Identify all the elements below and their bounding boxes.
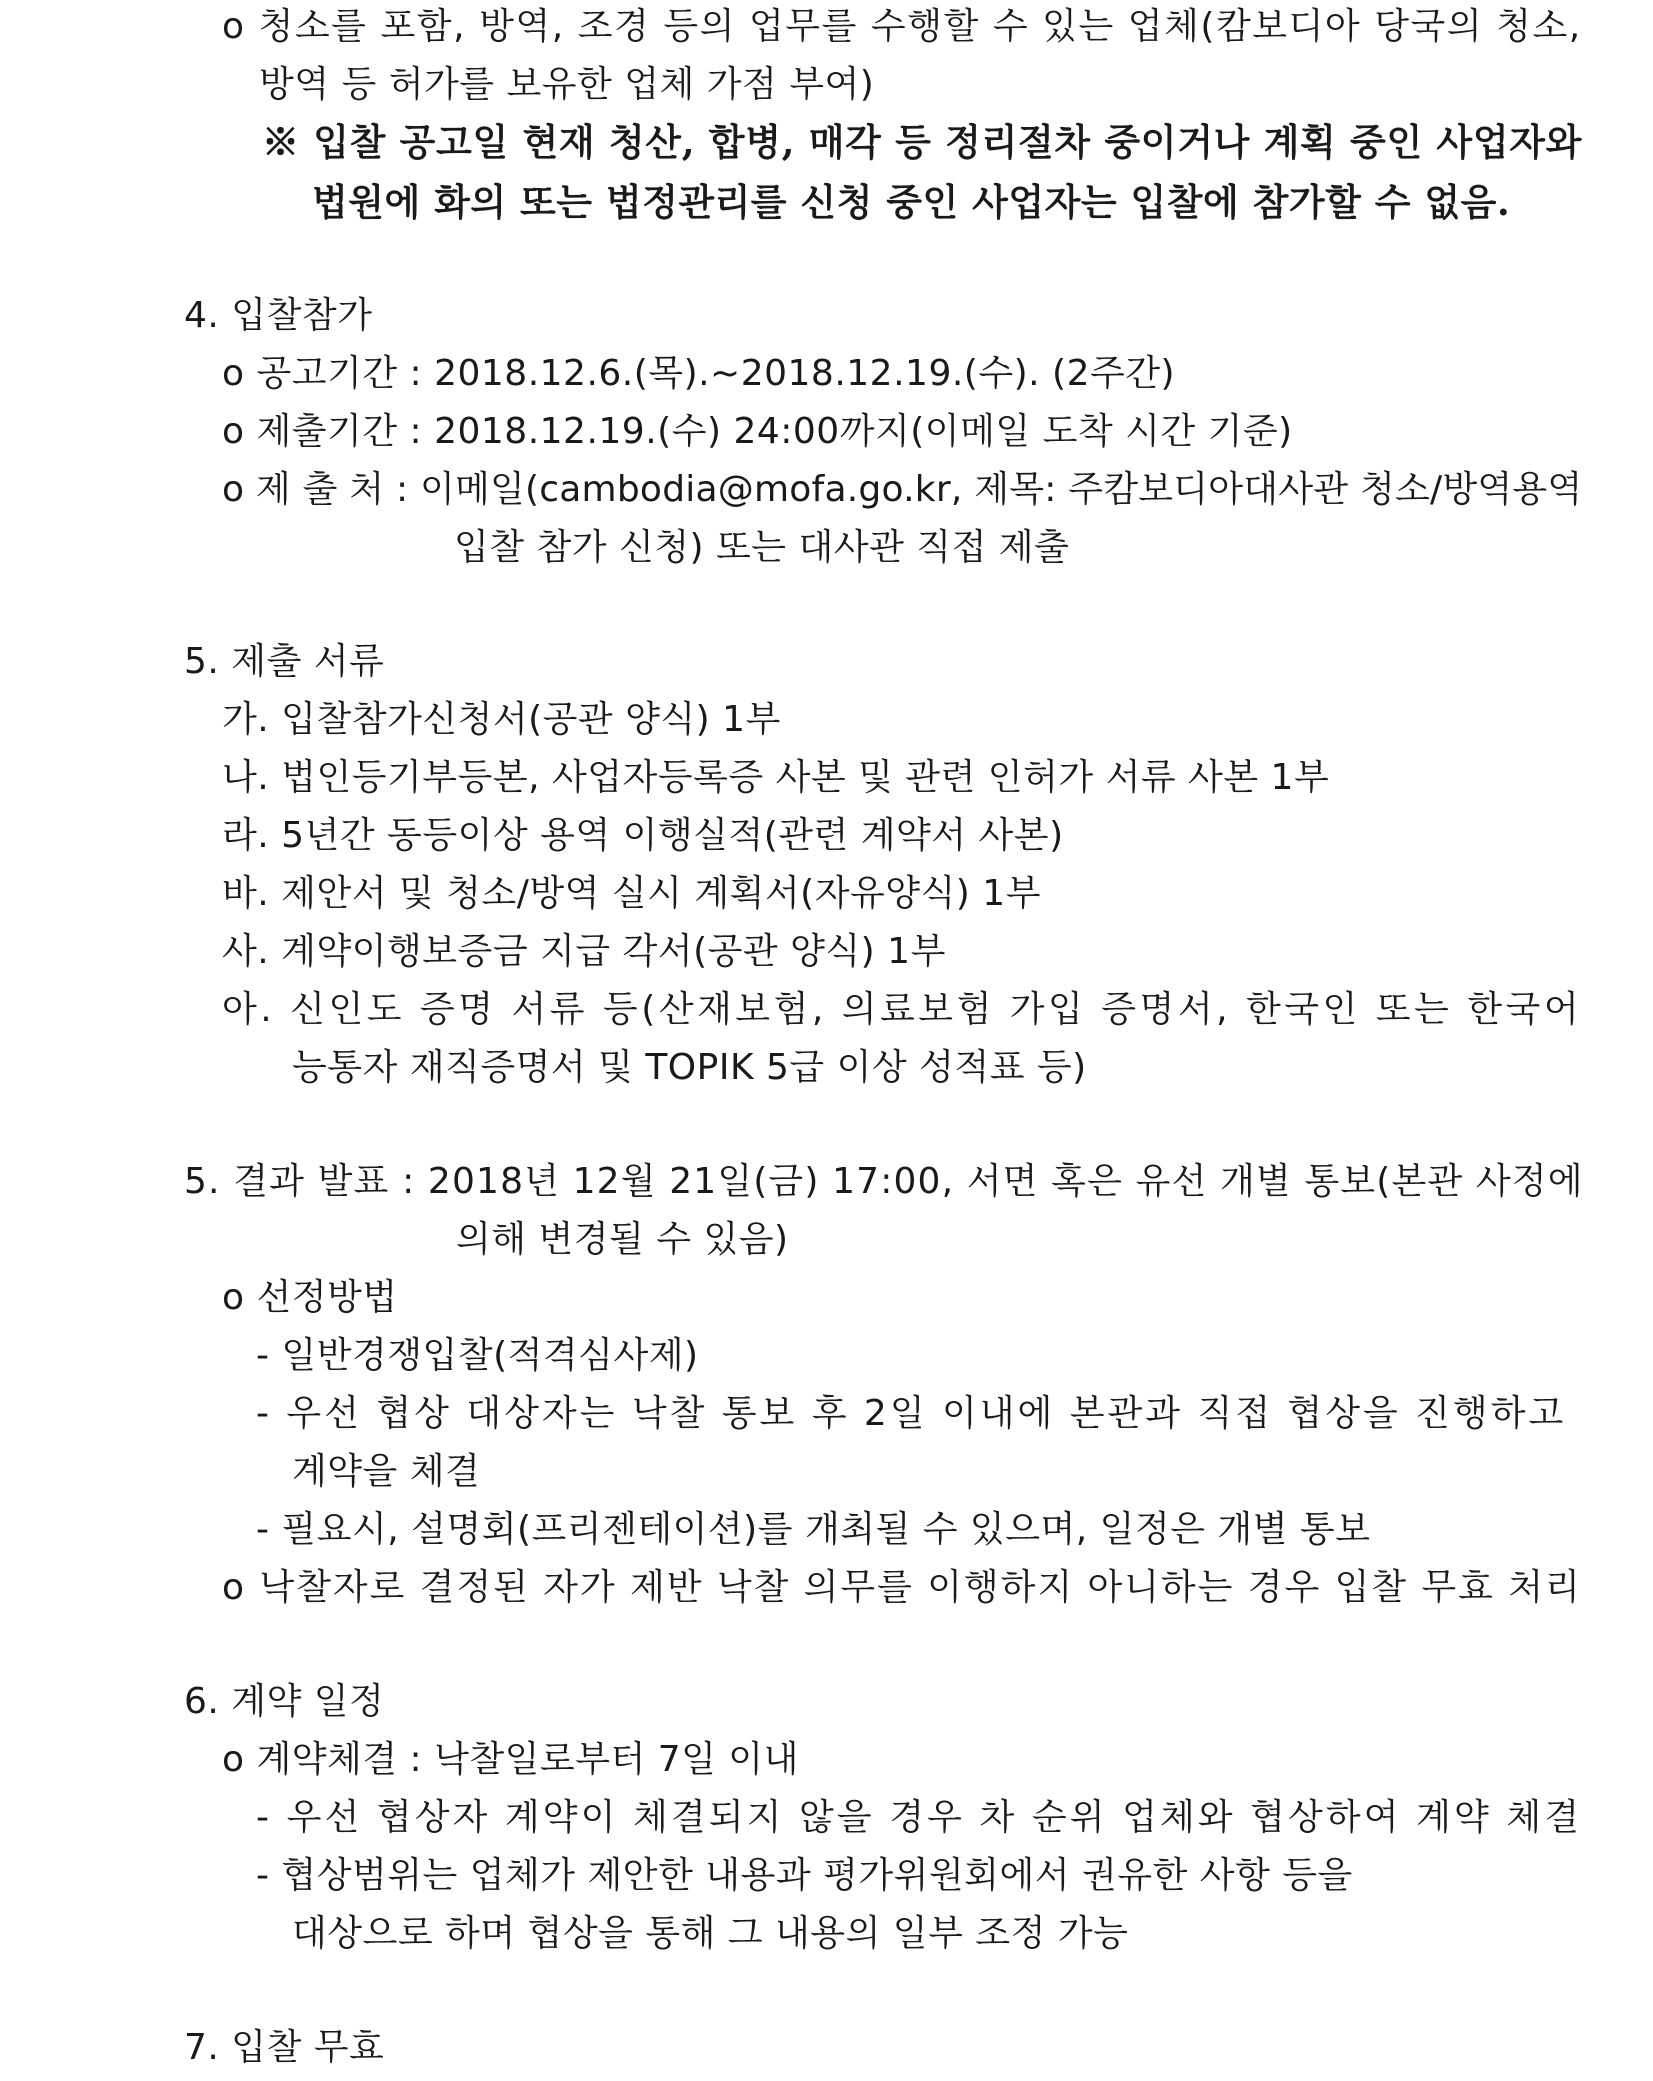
- text-line: o 청소를 포함, 방역, 조경 등의 업무를 수행할 수 있는 업체(캄보디아 당국의 청소,: [222, 6, 1582, 47]
- text-line: 방역 등 허가를 보유한 업체 가점 부여): [259, 64, 875, 105]
- text-line: o 공고기간 : 2018.12.6.(목).~2018.12.19.(수). (2주간): [222, 353, 1176, 394]
- text-line: - 필요시, 설명회(프리젠테이션)를 개최될 수 있으며, 일정은 개별 통보: [256, 1509, 1371, 1550]
- text-line: 입찰 참가 신청) 또는 대사관 직접 제출: [454, 527, 1070, 568]
- list-item: 능통자 재직증명서 및 TOPIK 5급 이상 성적표 등): [292, 1047, 1087, 1088]
- text-line: - 협상범위는 업체가 제안한 내용과 평가위원회에서 권유한 사항 등을: [256, 1855, 1353, 1896]
- section-heading: 5. 제출 서류: [184, 641, 385, 682]
- section-heading: 6. 계약 일정: [184, 1681, 385, 1722]
- text-line: - 우선 협상자 계약이 체결되지 않을 경우 차 순위 업체와 협상하여 계약 체결: [256, 1797, 1583, 1838]
- text-line: 의해 변경될 수 있음): [456, 1219, 789, 1260]
- section-heading: 5. 결과 발표 : 2018년 12월 21일(금) 17:00, 서면 혹은 유선 개별 통보(본관 사정에: [184, 1161, 1584, 1202]
- text-line: o 낙찰자로 결정된 자가 제반 낙찰 의무를 이행하지 아니하는 경우 입찰 무효 처리: [222, 1567, 1582, 1608]
- text-line: - 우선 협상 대상자는 낙찰 통보 후 2일 이내에 본관과 직접 협상을 진행하고: [256, 1393, 1567, 1434]
- list-item: 사. 계약이행보증금 지급 각서(공관 양식) 1부: [222, 931, 946, 972]
- list-item: 라. 5년간 동등이상 용역 이행실적(관련 계약서 사본): [222, 815, 1064, 856]
- text-line: o 제출기간 : 2018.12.19.(수) 24:00까지(이메일 도착 시간 기준): [222, 411, 1293, 452]
- section-heading: 4. 입찰참가: [184, 295, 373, 336]
- notice-line: ※ 입찰 공고일 현재 청산, 합병, 매각 등 정리절차 중이거나 계획 중인 사업자와: [262, 120, 1583, 164]
- text-line: o 제 출 처 : 이메일(cambodia@mofa.go.kr, 제목: 주캄보디아대사관 청소/방역용역: [222, 469, 1583, 510]
- text-line: o 선정방법: [222, 1277, 398, 1318]
- list-item: 나. 법인등기부등본, 사업자등록증 사본 및 관련 인허가 서류 사본 1부: [222, 757, 1330, 798]
- text-line: 대상으로 하며 협상을 통해 그 내용의 일부 조정 가능: [292, 1913, 1129, 1954]
- text-line: - 일반경쟁입찰(적격심사제): [256, 1335, 699, 1376]
- list-item: 아. 신인도 증명 서류 등(산재보험, 의료보험 가입 증명서, 한국인 또는 한국어: [222, 989, 1583, 1030]
- list-item: 바. 제안서 및 청소/방역 실시 계획서(자유양식) 1부: [222, 873, 1041, 914]
- text-line: o 계약체결 : 낙찰일로부터 7일 이내: [222, 1739, 799, 1780]
- text-line: 계약을 체결: [292, 1451, 481, 1492]
- section-heading: 7. 입찰 무효: [184, 2027, 385, 2068]
- list-item: 가. 입찰참가신청서(공관 양식) 1부: [222, 699, 781, 740]
- notice-line: 법원에 화의 또는 법정관리를 신청 중인 사업자는 입찰에 참가할 수 없음.: [312, 180, 1511, 224]
